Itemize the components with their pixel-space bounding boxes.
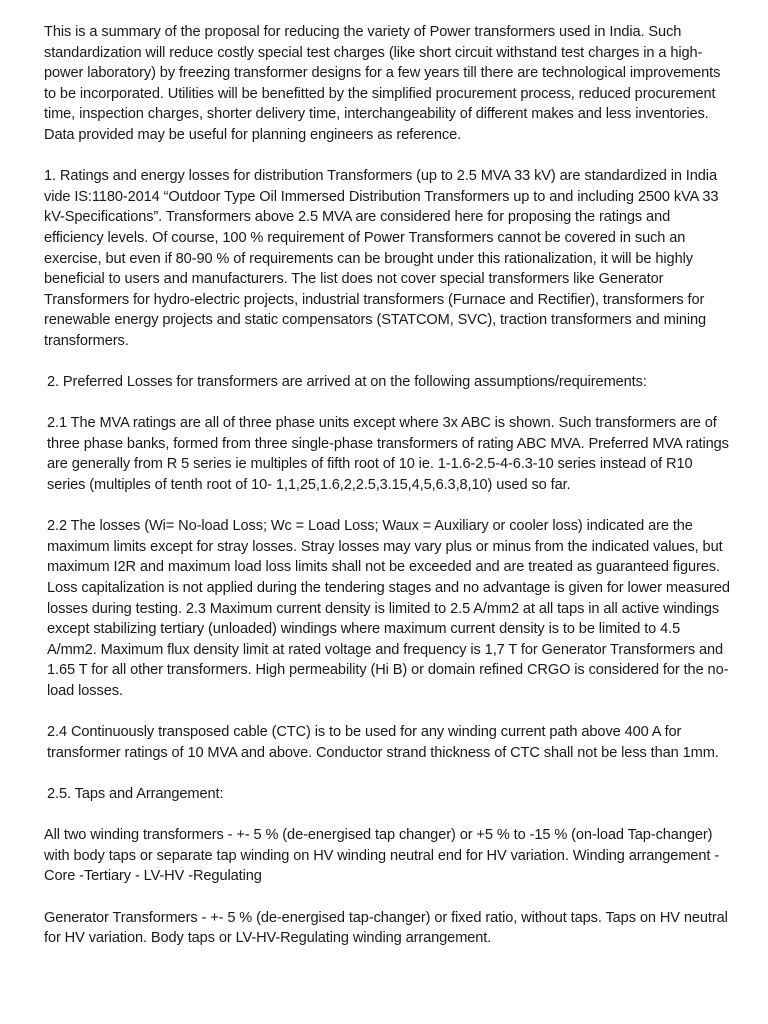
- intro-paragraph: This is a summary of the proposal for reducing the variety of Power transformers used in India. Such standardization will reduce costly special test charges (like short circuit withstand test charges in a high-power laboratory) by freezing transformer designs for a few years till there are technological improvements to be incorporated. Utilities will be benefitted by the simplified procurement process, reduced procurement time, inspection charges, shorter delivery time, interchangeability of different makes and less inventories. Data provided may be useful for planning engineers as reference.: [44, 24, 721, 143]
- section-2-2-paragraph: 2.2 The losses (Wi= No-load Loss; Wc = Load Loss; Waux = Auxiliary or cooler loss) indicated are the maximum limits except for stray losses. Stray losses may vary plus or minus from the indicated values, but maximum I2R and maximum load loss limits shall not be exceeded and are treated as guaranteed figures. Loss capitalization is not applied during the tendering stages and no advantage is given for lower measured losses during testing. 2.3 Maximum current density is limited to 2.5 A/mm2 at all taps in all active windings except stabilizing tertiary (unloaded) windings where maximum current density is to be limited to 4.5 A/mm2. Maximum flux density limit at rated voltage and frequency is 1,7 T for Generator Transformers and 1.65 T for all other transformers. High permeability (Hi B) or domain refined CRGO is considered for the no-load losses.: [47, 518, 730, 699]
- document-page: [44, 22, 730, 969]
- generator-transformers-paragraph: Generator Transformers - +- 5 % (de-energised tap-changer) or fixed ratio, without taps. Taps on HV neutral for HV variation. Body taps or LV-HV-Regulating winding arrangement.: [44, 909, 728, 947]
- section-2-4-paragraph: 2.4 Continuously transposed cable (CTC) is to be used for any winding current path above 400 A for transformer ratings of 10 MVA and above. Conductor strand thickness of CTC shall not be less than 1mm.: [47, 724, 719, 761]
- section-2-heading: 2. Preferred Losses for transformers are arrived at on the following assumptions/requirements:: [47, 374, 647, 391]
- section-2-5-heading: 2.5. Taps and Arrangement:: [47, 785, 224, 802]
- two-winding-paragraph: All two winding transformers - +- 5 % (de-energised tap changer) or +5 % to -15 % (on-load Tap-changer) with body taps or separate tap winding on HV winding neutral end for HV variation. Winding arrangement - Core -Tertiary - LV-HV -Regulating: [44, 827, 720, 885]
- section-2-1-paragraph: 2.1 The MVA ratings are all of three phase units except where 3x ABC is shown. Such transformers are of three phase banks, formed from three single-phase transformers of rating ABC MVA. Preferred MVA ratings are generally from R 5 series ie multiples of fifth root of 10 ie. 1-1.6-2.5-4-6.3-10 series instead of R10 series (multiples of tenth root of 10- 1,1,25,1.6,2,2.5,3.15,4,5,6.3,8,10) used so far.: [47, 415, 729, 494]
- section-1-paragraph: 1. Ratings and energy losses for distribution Transformers (up to 2.5 MVA 33 kV) are standardized in India vide IS:1180-2014 “Outdoor Type Oil Immersed Distribution Transformers up to and including 2500 kVA 33 kV-Specifications”. Transformers above 2.5 MVA are considered here for proposing the ratings and efficiency levels. Of course, 100 % requirement of Power Transformers cannot be covered in such an exercise, but even if 80-90 % of requirements can be brought under this rationalization, it will be highly beneficial to users and manufacturers. The list does not cover special transformers like Generator Transformers for hydro-electric projects, industrial transformers (Furnace and Rectifier), transformers for renewable energy projects and static compensators (STATCOM, SVC), traction transformers and mining transformers.: [44, 168, 719, 349]
